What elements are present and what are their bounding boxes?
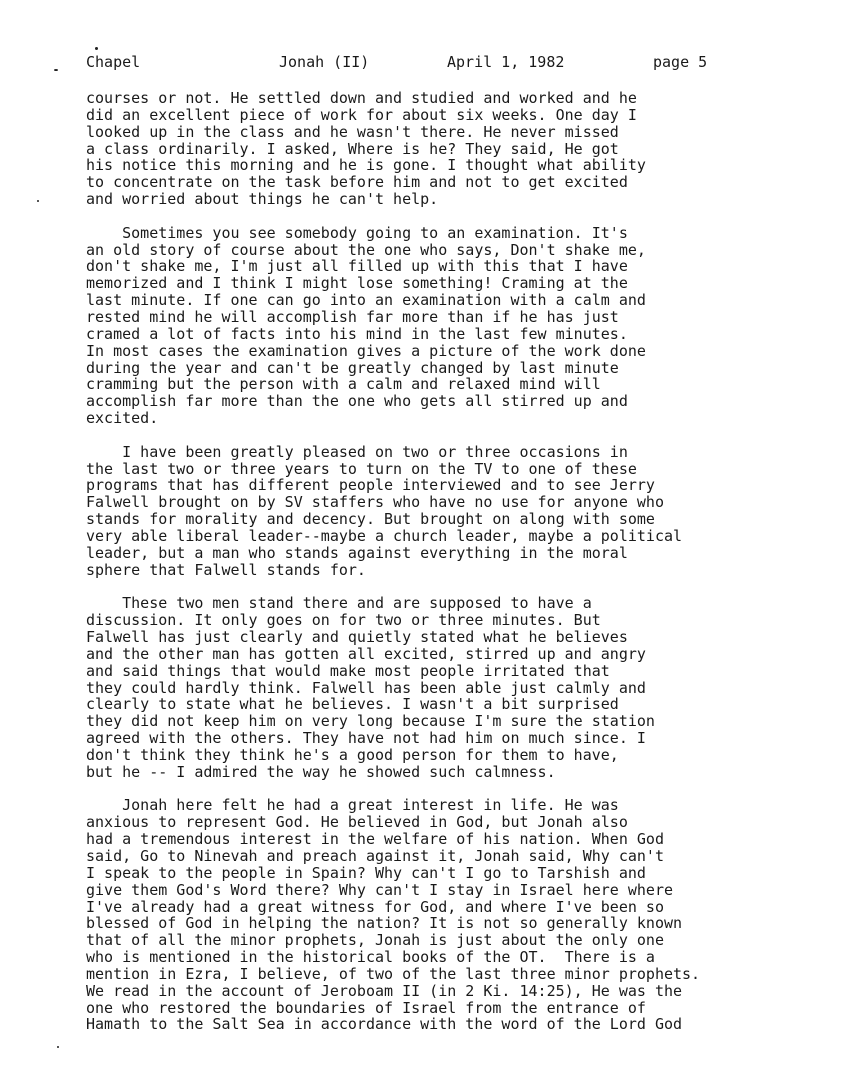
text-line: memorized and I think I might lose something! Craming at the [86, 274, 628, 293]
text-line: accomplish far more than the one who gets all stirred up and [86, 392, 628, 411]
text-line: rested mind he will accomplish far more than if he has just [86, 307, 619, 326]
paragraph-gap [86, 208, 826, 225]
text-line: courses or not. He settled down and studied and worked and he [86, 89, 637, 107]
scan-speck [37, 200, 39, 202]
paragraph-gap [86, 578, 826, 595]
text-line: cramming but the person with a calm and relaxed mind will [86, 375, 601, 394]
text-line: to concentrate on the task before him and not to get excited [86, 173, 628, 192]
header-page-number: page 5 [653, 53, 708, 71]
header-title: Jonah (II) [279, 53, 370, 71]
text-line: during the year and can't be greatly changed by last minute [86, 358, 619, 377]
text-line: leader, but a man who stands against everything in the moral [86, 543, 628, 562]
text-line: did an excellent piece of work for about six weeks. One day I [86, 105, 637, 124]
text-line: and the other man has gotten all excited, stirred up and angry [86, 644, 646, 663]
document-body [86, 90, 826, 1033]
text-line: one who restored the boundaries of Israel from the entrance of [86, 998, 646, 1017]
text-line: discussion. It only goes on for two or three minutes. But [86, 611, 601, 630]
text-line: the last two or three years to turn on the TV to one of these [86, 459, 637, 478]
text-line: In most cases the examination gives a picture of the work done [86, 341, 646, 360]
paragraph [86, 595, 826, 780]
header-date: April 1, 1982 [447, 53, 565, 71]
text-line: These two men stand there and are supposed to have a [86, 594, 592, 613]
text-line: agreed with the others. They have not had him on much since. I [86, 729, 646, 748]
text-line: blessed of God in helping the nation? It is not so generally known [86, 914, 683, 933]
text-line: but he -- I admired the way he showed such calmness. [86, 762, 556, 781]
text-line: sphere that Falwell stands for. [86, 560, 366, 579]
scan-speck [54, 69, 58, 71]
text-line: Jonah here felt he had a great interest in life. He was [86, 796, 619, 815]
text-line: I've already had a great witness for God, and where I've been so [86, 897, 664, 916]
paragraph [86, 225, 826, 427]
text-line: stands for morality and decency. But brought on along with some [86, 510, 655, 529]
text-line: they did not keep him on very long because I'm sure the station [86, 712, 655, 731]
text-line: and said things that would make most people irritated that [86, 661, 610, 680]
paragraph [86, 797, 826, 1033]
text-line: that of all the minor prophets, Jonah is just about the only one [86, 931, 664, 950]
text-line: Sometimes you see somebody going to an examination. It's [86, 223, 628, 242]
text-line: I speak to the people in Spain? Why can't I go to Tarshish and [86, 863, 646, 882]
text-line: said, Go to Ninevah and preach against it, Jonah said, Why can't [86, 846, 664, 865]
scan-speck [95, 47, 98, 50]
text-line: had a tremendous interest in the welfare of his nation. When God [86, 830, 664, 849]
paragraph [86, 444, 826, 579]
text-line: excited. [86, 409, 159, 428]
scan-speck [57, 1046, 59, 1048]
paragraph [86, 90, 826, 208]
text-line: looked up in the class and he wasn't there. He never missed [86, 122, 619, 141]
text-line: Hamath to the Salt Sea in accordance with the word of the Lord God [86, 1015, 683, 1034]
header-chapel: Chapel [86, 53, 141, 71]
text-line: mention in Ezra, I believe, of two of the last three minor prophets. [86, 964, 701, 983]
text-line: don't think they think he's a good person for them to have, [86, 745, 619, 764]
text-line: very able liberal leader--maybe a church leader, maybe a political [86, 526, 683, 545]
text-line: don't shake me, I'm just all filled up with this that I have [86, 257, 628, 276]
text-line: his notice this morning and he is gone. I thought what ability [86, 156, 646, 175]
text-line: clearly to state what he believes. I wasn't a bit surprised [86, 695, 619, 714]
paragraph-gap [86, 781, 826, 798]
text-line: who is mentioned in the historical books of the OT. There is a [86, 948, 655, 967]
text-line: Falwell brought on by SV staffers who have no use for anyone who [86, 493, 664, 512]
text-line: programs that has different people interviewed and to see Jerry [86, 476, 655, 495]
text-line: an old story of course about the one who says, Don't shake me, [86, 240, 646, 259]
text-line: I have been greatly pleased on two or three occasions in [86, 442, 628, 461]
text-line: a class ordinarily. I asked, Where is he? They said, He got [86, 139, 619, 158]
text-line: and worried about things he can't help. [86, 190, 439, 209]
paragraph-gap [86, 427, 826, 444]
text-line: We read in the account of Jeroboam II (in 2 Ki. 14:25), He was the [86, 981, 683, 1000]
text-line: last minute. If one can go into an examination with a calm and [86, 291, 646, 310]
text-line: they could hardly think. Falwell has been able just calmly and [86, 678, 646, 697]
page-header [86, 54, 844, 72]
text-line: give them God's Word there? Why can't I stay in Israel here where [86, 880, 673, 899]
text-line: cramed a lot of facts into his mind in the last few minutes. [86, 324, 628, 343]
text-line: Falwell has just clearly and quietly stated what he believes [86, 628, 628, 646]
text-line: anxious to represent God. He believed in God, but Jonah also [86, 813, 628, 832]
